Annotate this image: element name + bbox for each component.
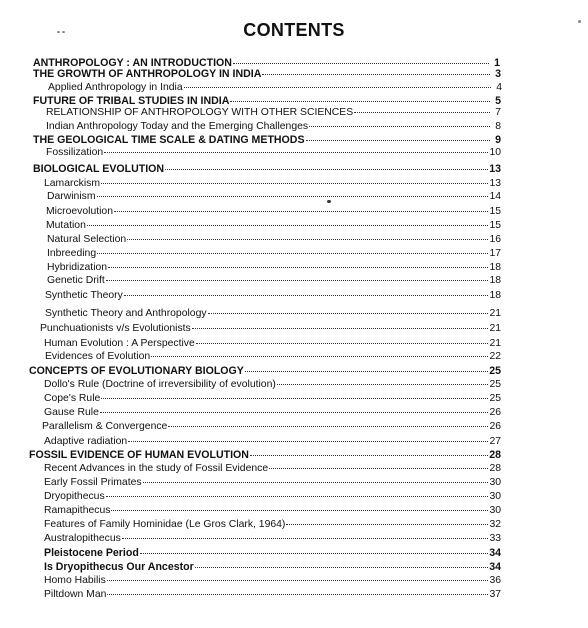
scan-speck xyxy=(578,20,581,23)
toc-entry-page: 25 xyxy=(489,393,501,404)
toc-entry-label: Synthetic Theory and Anthropology xyxy=(45,308,207,319)
dot-leader xyxy=(97,253,488,254)
toc-entry xyxy=(29,365,501,377)
toc-entry-label: Synthetic Theory xyxy=(45,290,123,301)
toc-entry xyxy=(44,407,501,419)
scan-speck xyxy=(327,200,331,203)
toc-entry-page: 37 xyxy=(489,589,501,600)
dot-leader xyxy=(87,225,489,226)
toc-entry xyxy=(45,308,501,320)
toc-entry-page: 13 xyxy=(489,163,501,175)
toc-entry-label: CONCEPTS OF EVOLUTIONARY BIOLOGY xyxy=(29,365,244,377)
dot-leader xyxy=(127,239,488,240)
toc-entry-label: Piltdown Man xyxy=(44,589,107,600)
toc-entry-label: THE GROWTH OF ANTHROPOLOGY IN INDIA xyxy=(33,68,262,80)
toc-entry xyxy=(33,134,501,146)
toc-entry-label: Applied Anthropology in India xyxy=(48,82,183,93)
toc-entry-label: Early Fossil Primates xyxy=(44,477,142,488)
toc-entry-page: 16 xyxy=(489,234,501,245)
dot-leader xyxy=(354,112,490,113)
toc-entry-label: Punchuationists v/s Evolutionists xyxy=(40,323,191,334)
toc-entry-label: Genetic Drift xyxy=(47,275,105,286)
toc-entry-label: BIOLOGICAL EVOLUTION xyxy=(33,163,165,175)
toc-entry-page: 7 xyxy=(495,107,501,118)
toc-entry xyxy=(46,147,501,159)
toc-entry xyxy=(46,121,501,133)
toc-entry-page: 17 xyxy=(489,248,501,259)
dot-leader xyxy=(233,63,489,64)
dot-leader xyxy=(250,455,488,456)
toc-entry-page: 34 xyxy=(489,561,501,573)
dot-leader xyxy=(196,343,489,344)
dot-leader xyxy=(208,313,489,314)
toc-entry xyxy=(44,561,501,573)
toc-entry-label: Human Evolution : A Perspective xyxy=(44,338,195,349)
toc-entry xyxy=(45,290,501,302)
dot-leader xyxy=(306,140,490,141)
toc-entry-page: 28 xyxy=(489,449,501,461)
toc-entry-label: Ramapithecus xyxy=(44,505,111,516)
toc-entry xyxy=(33,163,501,175)
toc-entry-page: 1 xyxy=(494,57,500,69)
toc-entry-label: Evidences of Evolution xyxy=(45,351,151,362)
page-title: CONTENTS xyxy=(243,20,345,40)
toc-entry-label: Microevolution xyxy=(46,206,113,217)
toc-entry-page: 10 xyxy=(489,147,501,158)
toc-entry-page: 34 xyxy=(489,547,501,559)
dot-leader xyxy=(101,183,488,184)
toc-entry xyxy=(44,505,501,517)
toc-entry xyxy=(44,491,501,503)
toc-entry-label: Inbreeding xyxy=(47,248,97,259)
toc-entry xyxy=(45,351,501,363)
toc-entry-page: 28 xyxy=(489,463,501,474)
dot-leader xyxy=(277,384,489,385)
toc-entry-page: 30 xyxy=(489,477,501,488)
toc-entry xyxy=(46,220,501,232)
toc-entry-page: 9 xyxy=(495,134,501,146)
dot-leader xyxy=(245,371,488,372)
dot-leader xyxy=(106,496,489,497)
dot-leader xyxy=(114,211,488,212)
dot-leader xyxy=(192,328,489,329)
dot-leader xyxy=(230,101,490,102)
dot-leader xyxy=(101,398,488,399)
toc-entry-label: THE GEOLOGICAL TIME SCALE & DATING METHODS xyxy=(33,134,305,146)
toc-entry-page: 21 xyxy=(489,308,501,319)
toc-entry-label: FUTURE OF TRIBAL STUDIES IN INDIA xyxy=(33,95,230,107)
toc-entry-label: Fossilization xyxy=(46,147,104,158)
toc-entry-page: 22 xyxy=(489,351,501,362)
toc-entry xyxy=(44,436,501,448)
toc-entry-page: 33 xyxy=(489,533,501,544)
toc-entry-label: RELATIONSHIP OF ANTHROPOLOGY WITH OTHER SCIENCES xyxy=(46,107,354,118)
toc-entry-label: Gause Rule xyxy=(44,407,99,418)
toc-entry xyxy=(40,323,501,335)
toc-entry xyxy=(33,68,501,80)
toc-entry-page: 14 xyxy=(489,191,501,202)
toc-entry xyxy=(44,575,501,587)
toc-entry xyxy=(44,547,501,559)
dot-leader xyxy=(184,87,491,88)
dot-leader xyxy=(106,280,489,281)
dot-leader xyxy=(262,74,490,75)
toc-entry-page: 18 xyxy=(489,290,501,301)
toc-entry xyxy=(44,393,501,405)
toc-entry-label: Features of Family Hominidae (Le Gros Clark, 1964) xyxy=(44,519,286,530)
toc-entry-label: Homo Habilis xyxy=(44,575,106,586)
dot-leader xyxy=(309,126,490,127)
toc-entry-label: Pleistocene Period xyxy=(44,547,139,559)
toc-entry-page: 18 xyxy=(489,262,501,273)
toc-entry-page: 36 xyxy=(489,575,501,586)
toc-entry xyxy=(44,519,501,531)
toc-entry-page: 30 xyxy=(489,505,501,516)
toc-entry-label: Recent Advances in the study of Fossil Evidence xyxy=(44,463,269,474)
scan-speck xyxy=(57,31,60,33)
dot-leader xyxy=(107,594,488,595)
dot-leader xyxy=(97,196,489,197)
toc-entry-page: 15 xyxy=(489,206,501,217)
toc-entry-page: 26 xyxy=(489,407,501,418)
toc-entry-page: 27 xyxy=(489,436,501,447)
toc-entry-page: 21 xyxy=(489,323,501,334)
toc-entry-page: 4 xyxy=(496,82,502,93)
toc-entry-page: 13 xyxy=(489,178,501,189)
toc-entry-label: Dryopithecus xyxy=(44,491,105,502)
toc-entry xyxy=(48,82,502,94)
toc-entry-page: 25 xyxy=(489,379,501,390)
toc-entry-label: Indian Anthropology Today and the Emerging Challenges xyxy=(46,121,309,132)
dot-leader xyxy=(269,468,488,469)
toc-entry-page: 30 xyxy=(489,491,501,502)
toc-entry-page: 26 xyxy=(489,421,501,432)
dot-leader xyxy=(165,169,488,170)
toc-entry xyxy=(44,338,501,350)
toc-entry-label: Hybridization xyxy=(47,262,108,273)
dot-leader xyxy=(104,152,488,153)
toc-entry-label: Adaptive radiation xyxy=(44,436,128,447)
toc-entry-page: 18 xyxy=(489,275,501,286)
toc-entry-label: Lamarckism xyxy=(44,178,101,189)
toc-entry xyxy=(47,234,501,246)
dot-leader xyxy=(124,295,489,296)
toc-entry-label: FOSSIL EVIDENCE OF HUMAN EVOLUTION xyxy=(29,449,249,461)
scan-speck xyxy=(62,31,65,33)
toc-entry xyxy=(42,421,501,433)
toc-entry xyxy=(44,463,501,475)
dot-leader xyxy=(111,510,488,511)
dot-leader xyxy=(122,538,489,539)
dot-leader xyxy=(151,356,488,357)
toc-entry-label: Is Dryopithecus Our Ancestor xyxy=(44,561,194,573)
toc-entry-page: 3 xyxy=(495,68,501,80)
toc-entry xyxy=(47,191,501,203)
toc-entry xyxy=(44,178,501,190)
toc-entry-page: 5 xyxy=(495,95,501,107)
dot-leader xyxy=(168,426,488,427)
toc-entry xyxy=(44,379,501,391)
toc-entry xyxy=(29,449,501,461)
toc-entry-page: 21 xyxy=(489,338,501,349)
toc-entry-label: Cope's Rule xyxy=(44,393,101,404)
dot-leader xyxy=(143,482,489,483)
toc-entry-label: ANTHROPOLOGY : AN INTRODUCTION xyxy=(33,57,232,69)
dot-leader xyxy=(286,524,488,525)
dot-leader xyxy=(108,267,488,268)
toc-entry xyxy=(33,95,501,107)
toc-entry xyxy=(46,107,501,119)
dot-leader xyxy=(128,441,488,442)
toc-entry-page: 8 xyxy=(495,121,501,132)
toc-entry xyxy=(44,477,501,489)
toc-entry-label: Australopithecus xyxy=(44,533,121,544)
dot-leader xyxy=(140,553,488,554)
toc-entry xyxy=(47,262,501,274)
toc-entry-label: Natural Selection xyxy=(47,234,127,245)
toc-entry-page: 15 xyxy=(489,220,501,231)
toc-entry xyxy=(44,589,501,601)
toc-entry xyxy=(47,275,501,287)
toc-entry xyxy=(44,533,501,545)
dot-leader xyxy=(195,567,488,568)
toc-entry-label: Darwinism xyxy=(47,191,96,202)
toc-entry-label: Mutation xyxy=(46,220,86,231)
dot-leader xyxy=(107,580,489,581)
toc-entry-label: Parallelism & Convergence xyxy=(42,421,168,432)
dot-leader xyxy=(100,412,489,413)
toc-entry-label: Dollo's Rule (Doctrine of irreversibility of evolution) xyxy=(44,379,276,390)
toc-entry-page: 32 xyxy=(489,519,501,530)
toc-entry-page: 25 xyxy=(489,365,501,377)
toc-entry xyxy=(46,206,501,218)
toc-entry xyxy=(47,248,501,260)
